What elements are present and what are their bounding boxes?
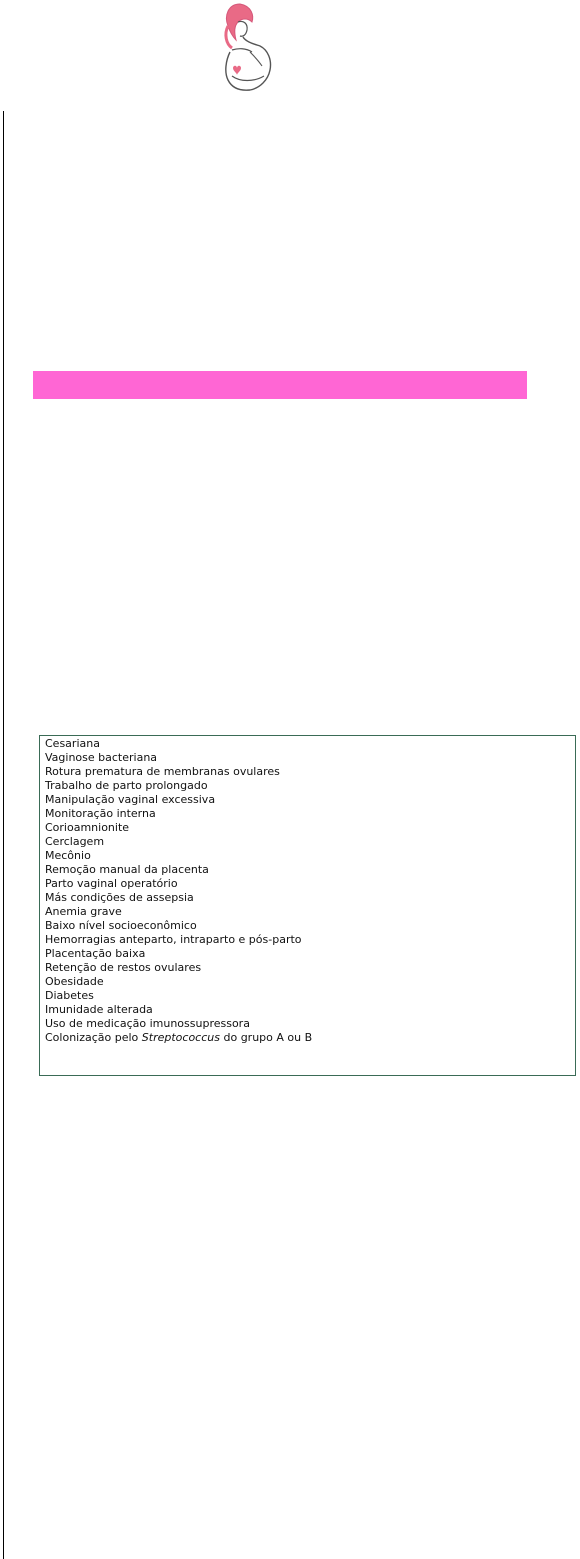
list-item: Retenção de restos ovulares [45,961,202,974]
pink-highlight-bar [33,371,527,399]
list-item: Baixo nível socioeconômico [45,919,197,932]
colonization-prefix: Colonização pelo [45,1031,142,1044]
list-item: Obesidade [45,975,104,988]
list-item-colonization [45,1031,575,1045]
list-item: Parto vaginal operatório [45,877,178,890]
list-item: Diabetes [45,989,94,1002]
list-item: Vaginose bacteriana [45,751,158,764]
list-item: Anemia grave [45,905,122,918]
list-item: Monitoração interna [45,807,156,820]
list-item: Uso de medicação imunossupressora [45,1017,250,1030]
pregnant-woman-icon [210,0,282,94]
list-item: Cesariana [45,737,100,750]
list-item: Placentação baixa [45,947,146,960]
list-item: Imunidade alterada [45,1003,153,1016]
list-item: Hemorragias anteparto, intraparto e pós-parto [45,933,302,946]
colonization-suffix: do grupo A ou B [219,1031,313,1044]
list-item: Trabalho de parto prolongado [45,779,208,792]
risk-factor-list [39,735,576,1076]
list-item: Corioamnionite [45,821,130,834]
list-item: Cerclagem [45,835,105,848]
left-margin-rule [3,111,4,1559]
list-item: Más condições de assepsia [45,891,194,904]
list-item: Remoção manual da placenta [45,863,209,876]
list-item: Manipulação vaginal excessiva [45,793,216,806]
streptococcus-term: Streptococcus [141,1031,220,1044]
list-item: Rotura prematura de membranas ovulares [45,765,280,778]
list-item: Mecônio [45,849,91,862]
